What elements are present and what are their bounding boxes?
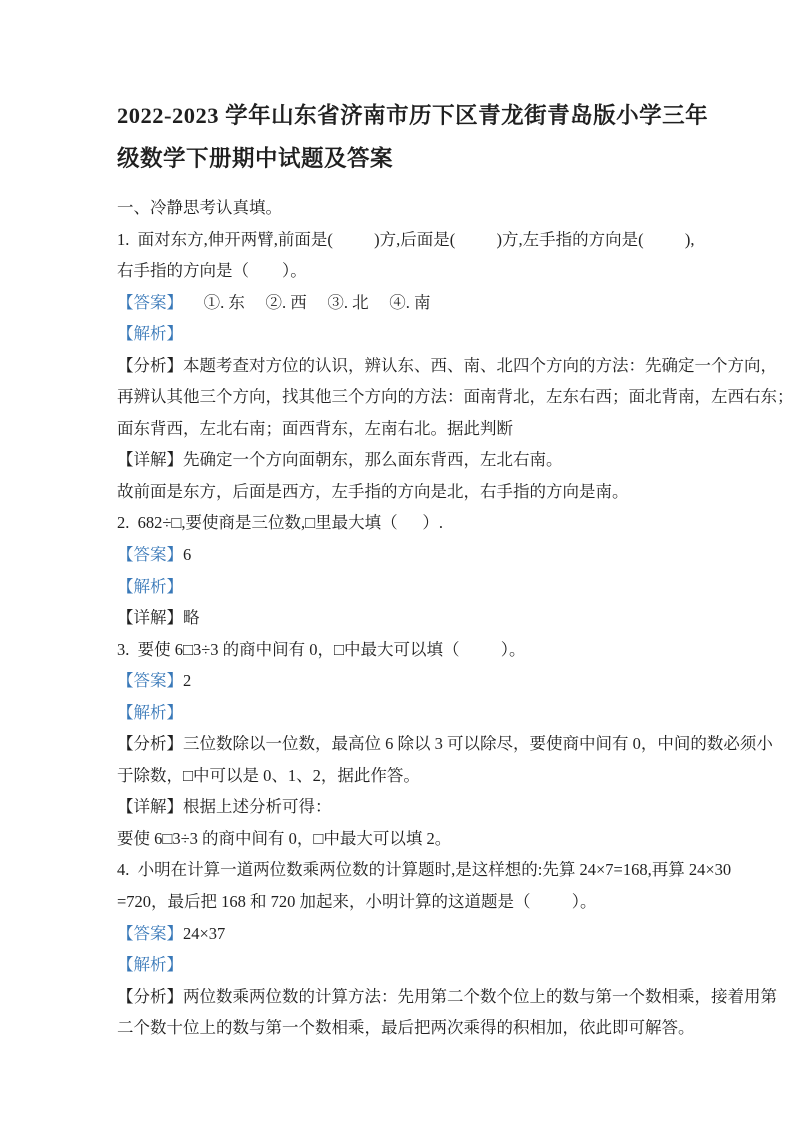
xiangjie-label: 【详解】 — [117, 450, 183, 470]
q3-fenxi-line-2: 于除数，□中可以是 0、1、2，据此作答。 — [117, 765, 420, 785]
answer-label: 【答案】 — [117, 545, 183, 565]
q1-fenxi-line-1 — [117, 350, 777, 382]
fenxi-label: 【分析】 — [117, 355, 183, 375]
answer-label: 【答案】 — [117, 923, 183, 943]
q3-jiexi-line — [117, 697, 725, 729]
q3-answer-line — [117, 665, 725, 697]
q1-jiexi-line — [117, 318, 725, 350]
q2-xiangjie-line — [117, 602, 725, 634]
page-title-line-1: 2022-2023 学年山东省济南市历下区青龙街青岛版小学三年 — [117, 103, 709, 128]
q3-xiangjie-line-1 — [117, 791, 725, 823]
q1-xiangjie-line-1 — [117, 444, 725, 476]
q3-answer-text: 2 — [183, 671, 192, 691]
answer-label: 【答案】 — [117, 671, 183, 691]
q3-fenxi-text-1: 三位数除以一位数，最高位 6 除以 3 可以除尽，要使商中间有 0，中间的数必须小 — [183, 734, 773, 754]
q4-stem-line-1: 4. 小明在计算一道两位数乘两位数的计算题时,是这样想的:先算 24×7=168,再算 24×30 — [117, 860, 732, 880]
q1-answer-text: ①. 东 ②. 西 ③. 北 ④. 南 — [183, 292, 431, 312]
jiexi-label: 【解析】 — [117, 576, 183, 596]
q3-xiangjie-line-2: 要使 6□3÷3 的商中间有 0，□中最大可以填 2。 — [117, 828, 452, 848]
q2-jiexi-line — [117, 571, 725, 603]
q1-fenxi-line-3: 面东背西，左北右南；面西背东，左南右北。据此判断 — [117, 418, 513, 438]
fenxi-label: 【分析】 — [117, 986, 183, 1006]
xiangjie-label: 【详解】 — [117, 608, 183, 628]
q1-fenxi-line-2: 再辨认其他三个方向，找其他三个方向的方法：面南背北，左东右西；面北背南，左西右东； — [117, 387, 793, 407]
q1-xiangjie-line-2: 故前面是东方，后面是西方，左手指的方向是北，右手指的方向是南。 — [117, 481, 629, 501]
section-1-heading: 一、冷静思考认真填。 — [117, 198, 282, 217]
q2-answer-text: 6 — [183, 545, 192, 565]
q3-xiangjie-text-1: 根据上述分析可得： — [183, 797, 332, 817]
q4-jiexi-line — [117, 949, 725, 981]
q4-fenxi-text-1: 两位数乘两位数的计算方法：先用第二个数个位上的数与第一个数相乘，接着用第 — [183, 986, 777, 1006]
q2-stem: 2. 682÷□,要使商是三位数,□里最大填（ ）. — [117, 513, 443, 533]
q1-stem-line-1: 1. 面对东方,伸开两臂,前面是( )方,后面是( )方,左手指的方向是( ), — [117, 229, 695, 249]
q1-stem-line-2: 右手指的方向是（ ）。 — [117, 261, 307, 281]
q4-stem-line-2: =720，最后把 168 和 720 加起来，小明计算的这道题是（ ）。 — [117, 892, 597, 912]
q4-answer-line — [117, 918, 725, 950]
q2-xiangjie-text: 略 — [183, 608, 200, 628]
xiangjie-label: 【详解】 — [117, 797, 183, 817]
jiexi-label: 【解析】 — [117, 324, 183, 344]
q1-answer-line — [117, 287, 725, 319]
q1-fenxi-text-1: 本题考查对方位的认识，辨认东、西、南、北四个方向的方法：先确定一个方向， — [183, 355, 777, 375]
q1-xiangjie-text-1: 先确定一个方向面朝东，那么面东背西，左北右南。 — [183, 450, 563, 470]
jiexi-label: 【解析】 — [117, 955, 183, 975]
q4-answer-text: 24×37 — [183, 923, 226, 943]
q2-answer-line — [117, 539, 725, 571]
answer-label: 【答案】 — [117, 292, 183, 312]
q3-fenxi-line-1 — [117, 728, 773, 760]
fenxi-label: 【分析】 — [117, 734, 183, 754]
jiexi-label: 【解析】 — [117, 702, 183, 722]
q4-fenxi-line-1 — [117, 981, 777, 1013]
page-title-line-2: 级数学下册期中试题及答案 — [117, 146, 394, 171]
page-title — [117, 94, 725, 180]
q4-fenxi-line-2: 二个数十位上的数与第一个数相乘，最后把两次乘得的积相加，依此即可解答。 — [117, 1018, 695, 1038]
q3-stem: 3. 要使 6□3÷3 的商中间有 0，□中最大可以填（ ）。 — [117, 639, 526, 659]
